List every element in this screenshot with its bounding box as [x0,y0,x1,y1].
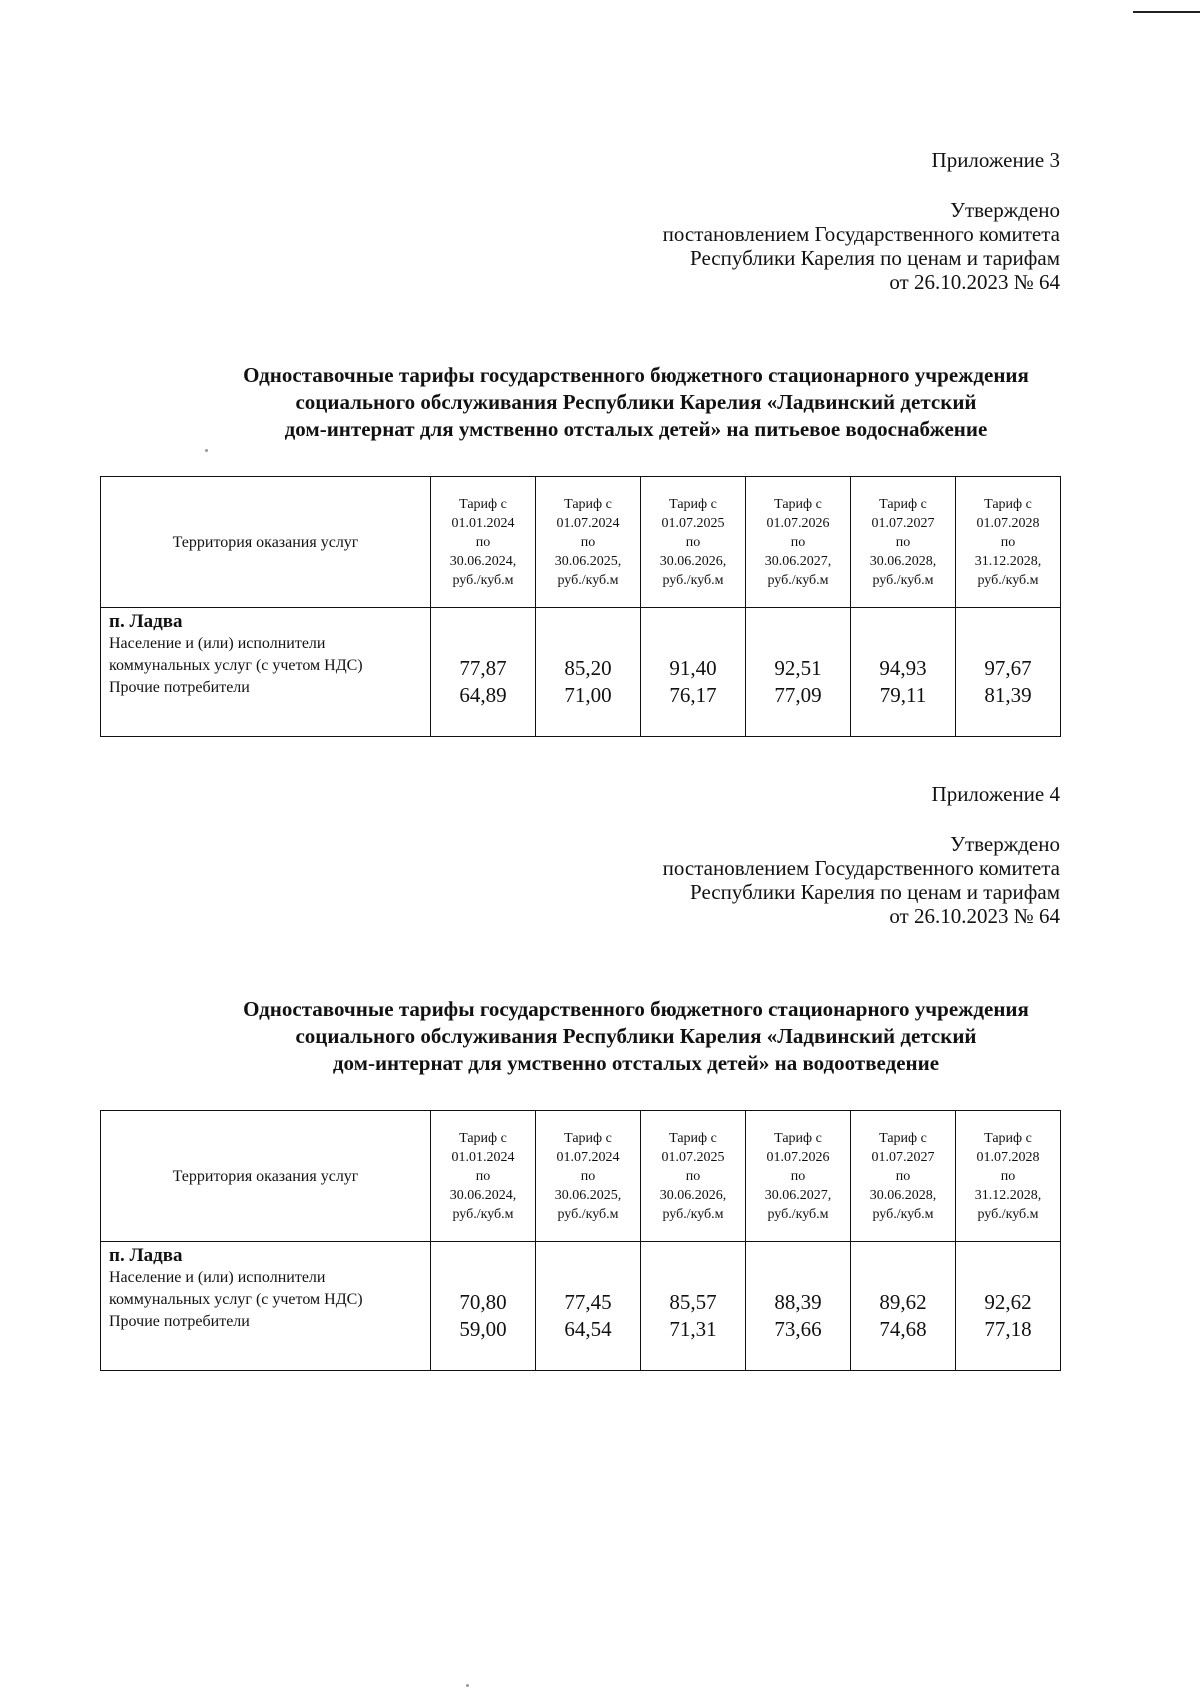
header-line: руб./куб.м [872,1206,934,1222]
header-line: руб./куб.м [767,572,829,588]
header-line: руб./куб.м [557,1206,619,1222]
header-line: 31.12.2028, [974,1187,1042,1203]
tariff-value: 81,39 [984,683,1032,707]
tariff-value: 77,87 [459,656,507,680]
approval-line: от 26.10.2023 № 64 [889,270,1060,294]
header-line: 01.07.2027 [871,1149,935,1165]
header-line: руб./куб.м [767,1206,829,1222]
consumer-group-label: Прочие потребители [109,1313,250,1330]
header-line: 01.07.2025 [661,515,725,531]
header-line: 01.07.2024 [556,1149,620,1165]
tariff-value: 71,00 [564,683,612,707]
consumer-group-label: коммунальных услуг (с учетом НДС) [109,1291,363,1308]
scan-speck [466,1684,469,1687]
header-line: руб./куб.м [977,1206,1039,1222]
tariff-value: 64,54 [564,1317,612,1341]
header-line: 30.06.2024, [449,1187,517,1203]
approval-line: от 26.10.2023 № 64 [889,904,1060,928]
period-header [431,1111,536,1242]
header-line: по [580,1168,596,1184]
tariff-value: 89,62 [879,1290,927,1314]
period-header [956,1111,1061,1242]
header-line: 30.06.2025, [554,553,622,569]
territory-cell [101,608,431,737]
consumer-group-label: Население и (или) исполнители [109,635,326,652]
approval-block [663,832,1060,928]
place-name: п. Ладва [109,611,183,632]
tariff-value: 88,39 [774,1290,822,1314]
header-line: Тариф с [459,496,507,512]
header-line: по [1000,1168,1016,1184]
territory-cell [101,1242,431,1371]
tariff-value-cell [851,1242,956,1371]
tariff-value: 71,31 [669,1317,717,1341]
title-line: социального обслуживания Республики Карелия «Ладвинский детский [295,390,977,414]
title-line: дом-интернат для умственно отсталых детей» на водоотведение [332,1051,940,1075]
consumer-group-label: Прочие потребители [109,679,250,696]
header-line: руб./куб.м [452,1206,514,1222]
approval-line: Республики Карелия по ценам и тарифам [690,246,1060,270]
annex-title: Приложение 3 [931,148,1060,172]
tariff-value-cell [746,608,851,737]
tariff-value-cell [431,608,536,737]
tariff-value-cell [956,1242,1061,1371]
approval-line: Утверждено [950,198,1060,222]
tariff-value: 85,20 [564,656,612,680]
header-line: 01.07.2028 [976,1149,1040,1165]
header-line: руб./куб.м [557,572,619,588]
header-line: руб./куб.м [662,1206,724,1222]
header-line: Тариф с [879,496,927,512]
header-line: Тариф с [984,1130,1032,1146]
tariff-table [100,476,1061,737]
tariff-value-cell [746,1242,851,1371]
title-line: социального обслуживания Республики Карелия «Ладвинский детский [295,1024,977,1048]
period-header [536,1111,641,1242]
title-line: дом-интернат для умственно отсталых детей» на питьевое водоснабжение [284,417,988,441]
tariff-value: 59,00 [459,1317,507,1341]
table-header-row [101,477,1061,608]
header-line: 30.06.2026, [659,553,727,569]
consumer-group-label: коммунальных услуг (с учетом НДС) [109,657,363,674]
tariff-value-cell [851,608,956,737]
approval-line: Республики Карелия по ценам и тарифам [690,880,1060,904]
header-line: Тариф с [879,1130,927,1146]
period-header [851,477,956,608]
tariff-value: 70,80 [459,1290,507,1314]
header-line: Тариф с [669,1130,717,1146]
header-line: по [580,534,596,550]
header-line: 31.12.2028, [974,553,1042,569]
period-header [641,1111,746,1242]
header-line: 30.06.2027, [764,1187,832,1203]
approval-line: постановлением Государственного комитета [662,222,1060,246]
table-header-row [101,1111,1061,1242]
tariff-value: 77,45 [564,1290,612,1314]
header-line: по [895,534,911,550]
tariff-value-cell [431,1242,536,1371]
tariff-value-cell [536,608,641,737]
header-line: руб./куб.м [452,572,514,588]
tariff-value: 73,66 [774,1317,822,1341]
header-line: 30.06.2026, [659,1187,727,1203]
header-line: 01.07.2025 [661,1149,725,1165]
period-header [956,477,1061,608]
header-line: руб./куб.м [977,572,1039,588]
table-row [101,1242,1061,1371]
title-line: Одноставочные тарифы государственного бюджетного стационарного учреждения [243,997,1029,1021]
header-line: по [895,1168,911,1184]
header-line: Тариф с [564,1130,612,1146]
table-row [101,608,1061,737]
tariff-value: 74,68 [879,1317,927,1341]
place-name: п. Ладва [109,1245,183,1266]
tariff-value: 85,57 [669,1290,717,1314]
header-line: 01.07.2026 [766,515,830,531]
header-line: Тариф с [459,1130,507,1146]
header-line: Тариф с [564,496,612,512]
document-title [0,362,1200,443]
header-line: 01.07.2028 [976,515,1040,531]
header-line: Тариф с [984,496,1032,512]
approval-block [663,198,1060,294]
tariff-value-cell [641,1242,746,1371]
header-line: 30.06.2024, [449,553,517,569]
tariff-value: 97,67 [984,656,1032,680]
header-line: Тариф с [669,496,717,512]
period-header [746,477,851,608]
territory-header: Территория оказания услуг [101,477,431,608]
tariff-value-cell [536,1242,641,1371]
annex-title: Приложение 4 [931,782,1060,806]
scan-speck [205,449,208,452]
tariff-value: 77,09 [774,683,822,707]
tariff-value: 77,18 [984,1317,1032,1341]
period-header [851,1111,956,1242]
tariff-value-cell [956,608,1061,737]
header-line: руб./куб.м [872,572,934,588]
header-line: 01.01.2024 [451,515,515,531]
header-line: 30.06.2028, [869,1187,937,1203]
territory-header: Территория оказания услуг [101,1111,431,1242]
tariff-value: 92,51 [774,656,822,680]
header-line: 30.06.2027, [764,553,832,569]
approval-line: постановлением Государственного комитета [662,856,1060,880]
scan-edge-mark [1133,11,1200,13]
title-line: Одноставочные тарифы государственного бюджетного стационарного учреждения [243,363,1029,387]
consumer-group-label: Население и (или) исполнители [109,1269,326,1286]
header-line: по [790,1168,806,1184]
approval-line: Утверждено [950,832,1060,856]
tariff-table [100,1110,1061,1371]
tariff-value: 76,17 [669,683,717,707]
document-title [0,996,1200,1077]
period-header [431,477,536,608]
tariff-value: 94,93 [879,656,927,680]
tariff-value: 64,89 [459,683,507,707]
tariff-value: 91,40 [669,656,717,680]
period-header [641,477,746,608]
header-line: по [475,1168,491,1184]
header-line: Тариф с [774,1130,822,1146]
tariff-value: 92,62 [984,1290,1032,1314]
header-line: 01.07.2026 [766,1149,830,1165]
tariff-value-cell [641,608,746,737]
header-line: по [475,534,491,550]
header-line: 30.06.2028, [869,553,937,569]
header-line: по [1000,534,1016,550]
header-line: 01.01.2024 [451,1149,515,1165]
header-line: по [790,534,806,550]
header-line: 01.07.2024 [556,515,620,531]
period-header [536,477,641,608]
header-line: руб./куб.м [662,572,724,588]
header-line: по [685,534,701,550]
tariff-value: 79,11 [879,683,927,707]
header-line: 30.06.2025, [554,1187,622,1203]
header-line: по [685,1168,701,1184]
period-header [746,1111,851,1242]
header-line: 01.07.2027 [871,515,935,531]
header-line: Тариф с [774,496,822,512]
